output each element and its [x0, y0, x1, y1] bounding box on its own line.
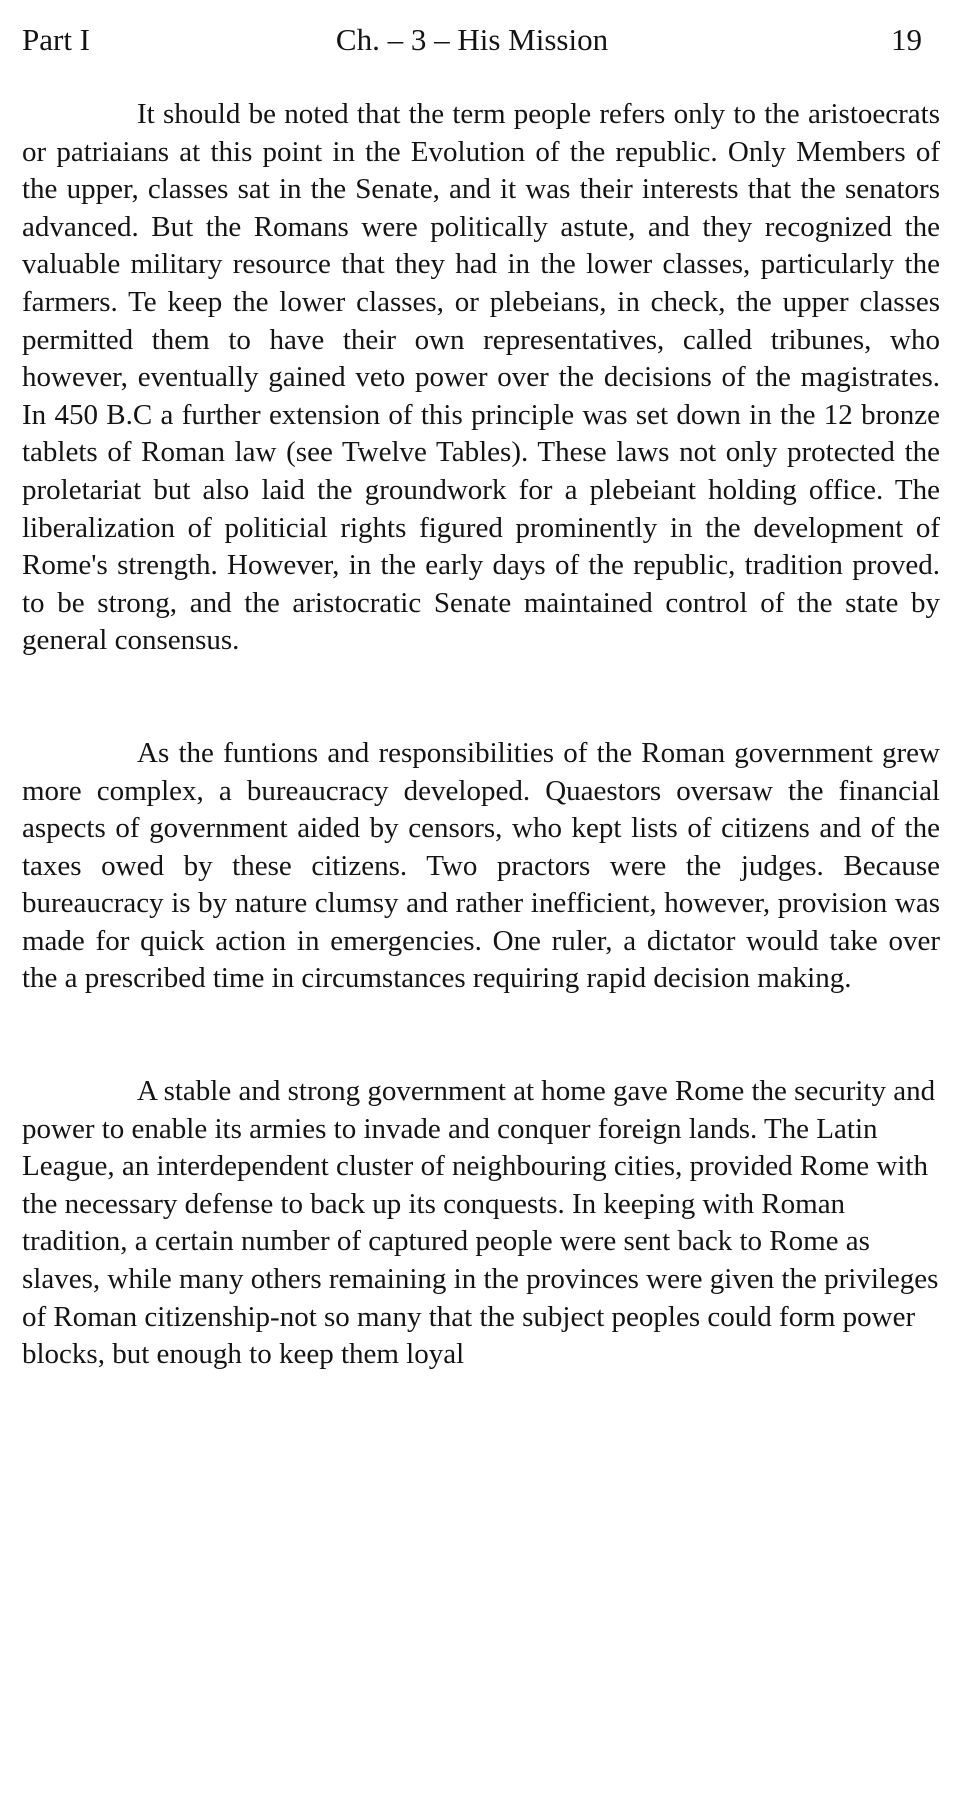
chapter-title: Ch. – 3 – His Mission: [335, 22, 609, 57]
paragraph-2: As the funtions and responsibilities of the Roman government grew more complex, a bureaucracy developed. Quaestors oversaw the financial aspects of government aided by censors, who kept lists of citizens and of the taxes owed by these citizens. Two practors were the judges. Because bureaucracy is by nature clumsy and rather inefficient, however, provision was made for quick action in emergencies. One ruler, a dictator would take over the a prescribed time in circumstances requiring rapid decision making.: [22, 736, 940, 995]
paragraph-3: A stable and strong government at home gave Rome the security and power to enable its armies to invade and conquer foreign lands. The Latin League, an interdependent cluster of neighbouring cities, provided Rome with the necessary defense to back up its conquests. In keeping with Roman tradition, a certain number of captured people were sent back to Rome as slaves, while many others remaining in the provinces were given the privileges of Roman citizenship-not so many that the subject peoples could form power blocks, but enough to keep them loyal: [22, 1075, 939, 1371]
running-header: [22, 18, 922, 62]
page-number: 19: [891, 22, 922, 57]
part-label: Part I: [22, 22, 91, 57]
paragraph-1: It should be noted that the term people refers only to the aristoecrats or patriaians at this point in the Evolution of the republic. Only Members of the upper, classes sat in the Senate, and it was their interests that the senators advanced. But the Romans were politically astute, and they recognized the valuable military resource that they had in the lower classes, particularly the farmers. Te keep the lower classes, or plebeians, in check, the upper classes permitted them to have their own representatives, called tribunes, who however, eventually gained veto power over the decisions of the magistrates. In 450 B.C a further extension of this principle was set down in the 12 bronze tablets of Roman law (see Twelve Tables). These laws not only protected the proletariat but also laid the groundwork for a plebeiant holding office. The liberalization of politicial rights figured prominently in the development of Rome's strength. However, in the early days of the republic, tradition proved. to be strong, and the aristocratic Senate maintained control of the state by general consensus.: [22, 98, 940, 657]
body-text: [22, 96, 940, 1374]
